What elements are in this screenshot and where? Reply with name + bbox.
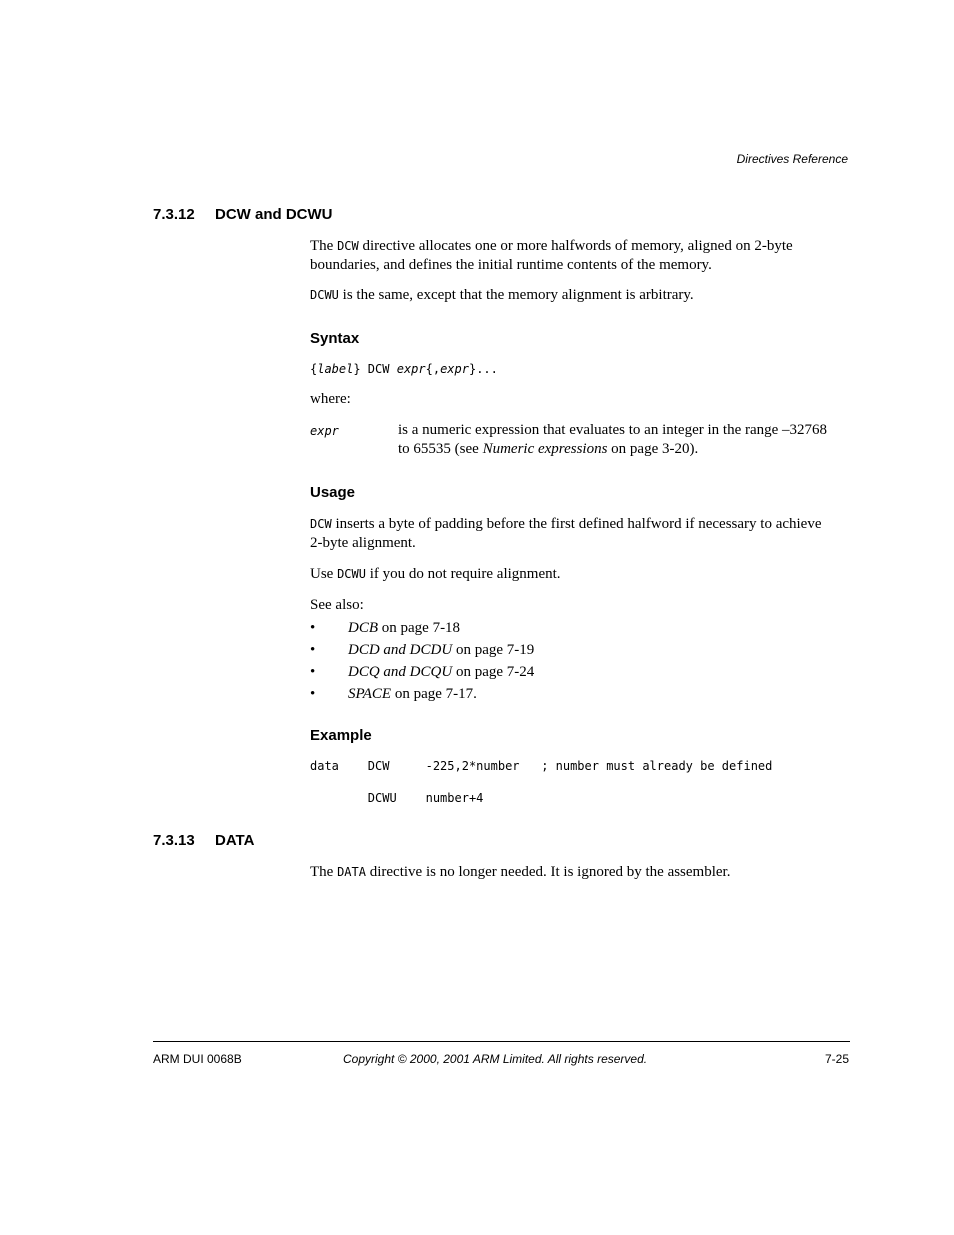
- param-text: on page 3-20).: [607, 441, 699, 457]
- syntax-heading: Syntax: [310, 330, 360, 347]
- data-text: The: [310, 864, 338, 880]
- reference-link[interactable]: DCQ and DCQU: [348, 664, 453, 680]
- page-reference: on page 7-18: [378, 620, 461, 636]
- section-heading-data: [153, 832, 254, 849]
- usage-text: 2-byte alignment.: [310, 535, 416, 551]
- usage-heading: Usage: [310, 484, 356, 501]
- running-header: Directives Reference: [736, 152, 848, 166]
- reference-link[interactable]: DCD and DCDU: [348, 642, 453, 658]
- bullet-icon: •: [310, 686, 316, 702]
- footer-rule: [153, 1041, 850, 1042]
- code-dcwu: DCWU: [337, 567, 366, 581]
- code-dcw: DCW: [310, 517, 332, 531]
- data-paragraph: [310, 863, 850, 882]
- list-item: [310, 661, 534, 683]
- section-heading-dcw: [153, 206, 332, 223]
- usage-text: Use: [310, 566, 338, 582]
- syntax-param-expr: expr: [396, 362, 426, 376]
- section-title: DATA: [215, 832, 255, 849]
- intro-text: directive allocates one or more halfwords of memory, aligned on 2-byte: [358, 238, 793, 254]
- usage-text: if you do not require alignment.: [365, 566, 561, 582]
- dcw-intro-paragraph: [310, 237, 850, 275]
- param-name-expr: expr: [310, 424, 339, 438]
- example-heading: Example: [310, 727, 372, 744]
- syntax-line: [310, 362, 498, 376]
- code-dcw: DCW: [337, 239, 359, 253]
- usage-paragraph: [310, 515, 850, 553]
- bullet-icon: •: [310, 620, 316, 636]
- dcwu-note-paragraph: [310, 286, 850, 305]
- section-number: 7.3.13: [153, 832, 195, 849]
- usage-alignment-paragraph: [310, 565, 850, 584]
- list-item: [310, 617, 534, 639]
- syntax-param-label: label: [317, 362, 354, 376]
- reference-link[interactable]: SPACE: [348, 686, 392, 702]
- syntax-part: }...: [468, 362, 498, 376]
- section-number: 7.3.12: [153, 206, 195, 223]
- param-description: [398, 421, 858, 459]
- syntax-part: {,: [425, 362, 441, 376]
- syntax-param-expr: expr: [440, 362, 469, 376]
- data-text: directive is no longer needed. It is ignored by the assembler.: [365, 864, 731, 880]
- example-code-line-2: DCWU number+4: [310, 791, 484, 805]
- section-title: DCW and DCWU: [215, 206, 333, 223]
- intro-text: The: [310, 238, 338, 254]
- footer-doc-id: ARM DUI 0068B: [153, 1052, 242, 1066]
- syntax-part: } DCW: [353, 362, 397, 376]
- bullet-icon: •: [310, 642, 316, 658]
- where-label: where:: [310, 391, 351, 407]
- see-also-list: [310, 617, 534, 705]
- code-data: DATA: [337, 865, 366, 879]
- bullet-icon: •: [310, 664, 316, 680]
- footer-copyright: Copyright © 2000, 2001 ARM Limited. All rights reserved.: [343, 1052, 648, 1066]
- footer-page-number: 7-25: [824, 1052, 849, 1066]
- page-reference: on page 7-19: [452, 642, 535, 658]
- syntax-part: {: [310, 362, 318, 376]
- list-item: [310, 683, 534, 705]
- code-dcwu: DCWU: [310, 288, 339, 302]
- page-reference: on page 7-24: [452, 664, 535, 680]
- see-also-label: See also:: [310, 597, 364, 613]
- usage-text: inserts a byte of padding before the first defined halfword if necessary to achieve: [331, 516, 822, 532]
- cross-reference-link[interactable]: Numeric expressions: [482, 441, 608, 457]
- param-text: is a numeric expression that evaluates to an integer in the range –32768: [398, 422, 828, 438]
- reference-link[interactable]: DCB: [348, 620, 378, 636]
- note-text: is the same, except that the memory alignment is arbitrary.: [338, 287, 694, 303]
- example-code-line-1: data DCW -225,2*number ; number must already be defined: [310, 759, 773, 773]
- intro-text: boundaries, and defines the initial runtime contents of the memory.: [310, 257, 712, 273]
- list-item: [310, 639, 534, 661]
- page-reference: on page 7-17.: [391, 686, 477, 702]
- param-text: to 65535 (see: [398, 441, 483, 457]
